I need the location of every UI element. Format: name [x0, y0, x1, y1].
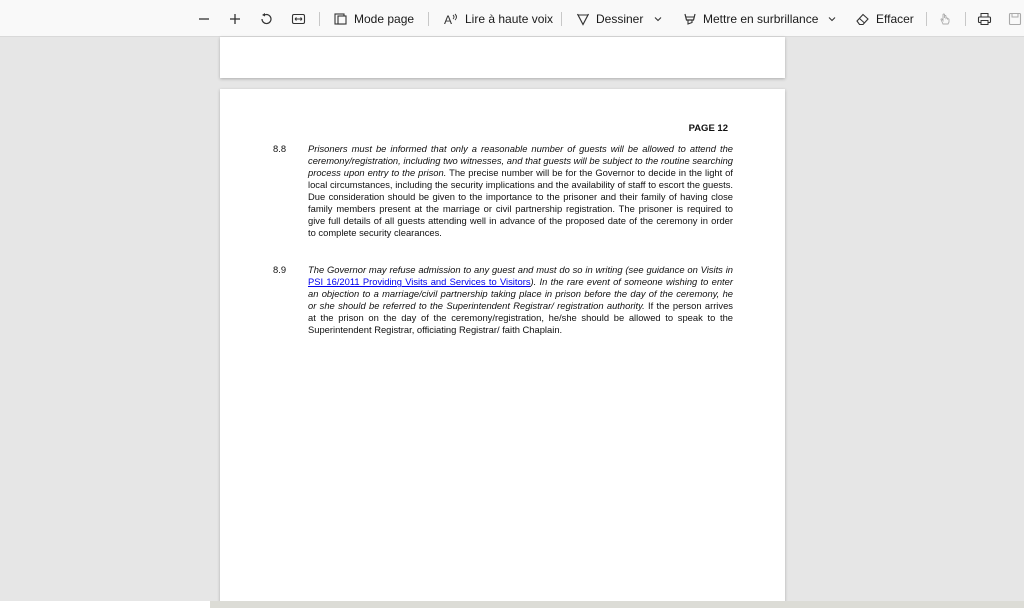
italic-text: The Governor may refuse admission to any guest and must do so in writing (see guidance on Visits in — [308, 264, 733, 275]
pdf-toolbar — [0, 0, 1024, 37]
fit-width-icon — [291, 12, 306, 26]
document-page — [220, 89, 785, 604]
print-button[interactable] — [977, 0, 992, 37]
read-aloud-button[interactable] — [443, 0, 553, 37]
zoom-in-button[interactable] — [228, 0, 242, 37]
page-mode-button[interactable] — [333, 0, 414, 37]
plain-text: The precise number will be for the Governor to decide in the light of local circumstances, including the security implications and the availability of staff to escort the guests. Due consideration should be given to the importance to the prisoner and their family of having close family members present at the marriage or civil partnership registration. The prisoner is required to give full details of all guests attending well in advance of the proposed date of the ceremony in order to complete security clearances. — [308, 167, 734, 239]
printer-icon — [977, 12, 992, 26]
draw-button[interactable] — [576, 0, 643, 37]
save-button[interactable] — [1008, 0, 1022, 37]
erase-label: Effacer — [876, 11, 914, 26]
toolbar-divider — [926, 12, 927, 26]
chevron-down-icon — [653, 14, 663, 24]
read-aloud-label: Lire à haute voix — [465, 11, 554, 26]
page-mode-label: Mode page — [354, 11, 415, 26]
highlight-button[interactable] — [683, 0, 818, 37]
rotate-button[interactable] — [259, 0, 273, 37]
taskbar-strip — [210, 601, 1024, 608]
italic-text: Prisoners must be informed that only a reasonable number of guests will be allowed to attend the ceremony/registration, including two witnesses, and that guests will be subject to the routine searching process upon entry to the prison. — [308, 143, 733, 179]
paragraph-body — [308, 264, 733, 336]
italic-text: ). In the rare event of someone wishing to enter an objection to a marriage/civil partnership taking place in prison before the day of the ceremony, he or she should be referred to the Superintendent Registrar/ registration authority. — [308, 276, 733, 312]
plain-text: If the person arrives at the prison on the day of the ceremony/registration, he/she should be allowed to speak to the Superintendent Registrar, officiating Registrar/ faith Chaplain. — [308, 300, 733, 336]
plus-icon — [228, 12, 242, 26]
svg-text:A: A — [444, 12, 453, 26]
minus-icon — [197, 12, 211, 26]
bottom-edge — [0, 601, 210, 608]
page-mode-icon — [333, 12, 348, 26]
highlighter-icon — [683, 12, 697, 26]
paragraph-number: 8.9 — [273, 264, 287, 275]
eraser-icon — [855, 12, 870, 26]
toolbar-divider — [561, 12, 562, 26]
highlight-options-dropdown[interactable] — [827, 0, 837, 37]
previous-page — [220, 37, 785, 78]
paragraph-8-8 — [273, 143, 733, 239]
chevron-down-icon — [827, 14, 837, 24]
draw-icon — [576, 12, 590, 26]
paragraph-8-9 — [273, 264, 733, 336]
page-number: PAGE 12 — [688, 123, 728, 134]
erase-button[interactable] — [855, 0, 914, 37]
paragraph-body — [308, 143, 733, 239]
read-aloud-icon — [443, 12, 459, 26]
toolbar-divider — [319, 12, 320, 26]
psi-visits-link[interactable]: PSI 16/2011 Providing Visits and Services to Visitors — [308, 276, 531, 288]
toolbar-divider — [428, 12, 429, 26]
paragraph-number: 8.8 — [273, 143, 287, 154]
zoom-out-button[interactable] — [197, 0, 211, 37]
rotate-icon — [259, 12, 273, 26]
draw-label: Dessiner — [596, 11, 644, 26]
touch-mode-button[interactable] — [938, 0, 952, 37]
highlight-label: Mettre en surbrillance — [703, 11, 819, 26]
draw-options-dropdown[interactable] — [653, 0, 663, 37]
fit-width-button[interactable] — [291, 0, 306, 37]
toolbar-divider — [965, 12, 966, 26]
hand-icon — [938, 12, 952, 26]
save-icon — [1008, 12, 1022, 26]
